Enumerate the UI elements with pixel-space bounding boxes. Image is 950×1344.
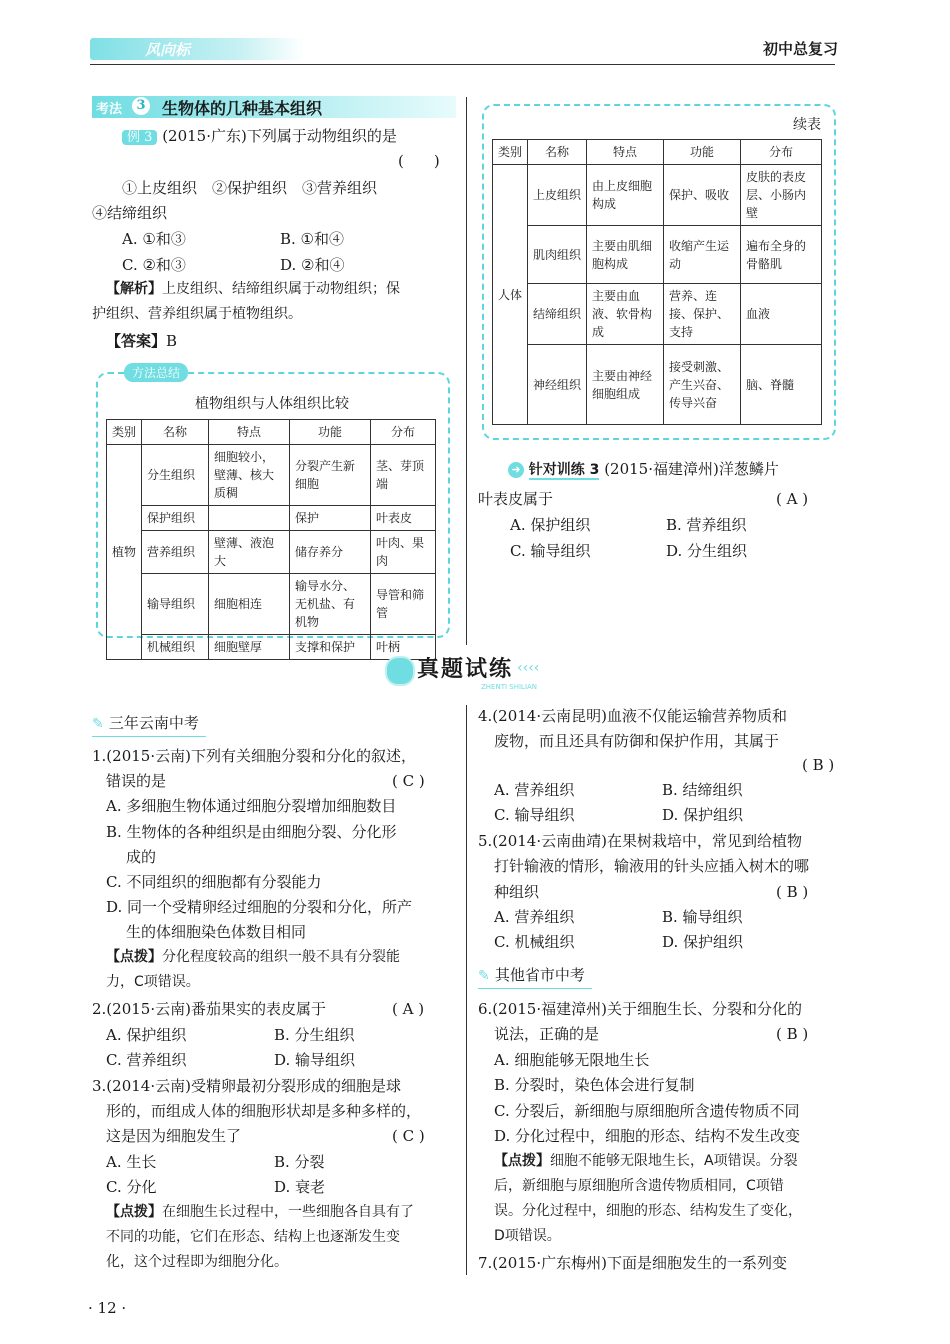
- table-cell: 茎、芽顶端: [371, 445, 436, 506]
- table-cell: 皮肤的表皮层、小肠内壁: [741, 165, 822, 226]
- table-cell: 主要由神经细胞组成: [587, 345, 664, 425]
- q5-option-c: C. 机械组织: [494, 933, 575, 951]
- jiexi: [106, 278, 456, 301]
- q4-line-b: 废物，而且还具有防御和保护作用，其属于: [494, 732, 780, 750]
- q6-tip-tag: 【点拨】: [494, 1153, 550, 1169]
- table-cell: 细胞壁厚: [209, 635, 290, 660]
- q4-option-b: B. 结缔组织: [662, 781, 743, 799]
- q2-option-a: A. 保护组织: [106, 1026, 187, 1044]
- table-row: [107, 445, 436, 506]
- q3-line-b: 形的，而组成人体的细胞形状却是多种多样的，: [106, 1102, 422, 1120]
- table-cell: 收缩产生运动: [664, 226, 741, 284]
- table-cell: 保护组织: [142, 506, 209, 531]
- q3-option-d: D. 衰老: [274, 1178, 326, 1196]
- q1-tip-text-1: 分化程度较高的组织一般不具有分裂能: [162, 949, 400, 965]
- q6-option-d: D. 分化过程中，细胞的形态、结构不发生改变: [494, 1127, 801, 1145]
- q3-line-a: 3.(2014·云南)受精卵最初分裂形成的细胞是球: [92, 1077, 401, 1095]
- table-cell: 营养、连接、保护、支持: [664, 284, 741, 345]
- table-cell: 营养组织: [142, 531, 209, 574]
- q3-tip-text-1: 在细胞生长过程中，一些细胞各自具有了: [162, 1204, 414, 1220]
- header-logo: 风向标: [145, 41, 191, 59]
- q4-answer: ( B ): [802, 756, 835, 774]
- table-cell: 叶表皮: [371, 506, 436, 531]
- q6-option-b: B. 分裂时，染色体会进行复制: [494, 1076, 695, 1094]
- answer: [106, 329, 177, 354]
- table-cell: 输导组织: [142, 574, 209, 635]
- table-row: [493, 226, 822, 284]
- q3-tip-text-3: 化，这个过程即为细胞分化。: [106, 1254, 288, 1270]
- table-cell: 由上皮细胞构成: [587, 165, 664, 226]
- q6-tip-text-3: 误。分化过程中，细胞的形态、结构发生了变化，: [494, 1203, 802, 1219]
- q2-stem: 2.(2015·云南)番茄果实的表皮属于: [92, 1000, 326, 1018]
- q5-line-a: 5.(2014·云南曲靖)在果树栽培中，常见到给植物: [478, 832, 802, 850]
- jiexi-tag: 【解析】: [106, 281, 162, 297]
- q5-answer: ( B ): [776, 883, 809, 901]
- table-cell: 上皮组织: [528, 165, 587, 226]
- table-row: [107, 531, 436, 574]
- training-text: (2015·福建漳州)洋葱鳞片: [604, 460, 779, 478]
- q4-option-a: A. 营养组织: [494, 781, 575, 799]
- q1-option-b-cont: 成的: [126, 848, 157, 866]
- table-header-cell: 功能: [664, 140, 741, 165]
- q7-stem: 7.(2015·广东梅州)下面是细胞发生的一系列变: [478, 1254, 787, 1272]
- q3-option-a: A. 生长: [106, 1153, 157, 1171]
- table-cell: 细胞较小，壁薄、核大质稠: [209, 445, 290, 506]
- q6-tip-text-2: 后，新细胞与原细胞所含遗传物质相同，C项错: [494, 1178, 784, 1194]
- q5-line-c: 种组织: [494, 883, 540, 901]
- section-pinyin: ZHENTI SHILIAN: [481, 683, 538, 691]
- training-answer: ( A ): [776, 490, 809, 508]
- q6-option-a: A. 细胞能够无限地生长: [494, 1051, 650, 1069]
- q6-line-b: 说法，正确的是: [494, 1025, 600, 1043]
- table-cell: 叶肉、果肉: [371, 531, 436, 574]
- q3-option-c: C. 分化: [106, 1178, 157, 1196]
- q5-option-d: D. 保护组织: [662, 933, 744, 951]
- jiexi-text-2: 护组织、营养组织属于植物组织。: [92, 306, 302, 322]
- kaofa-num: 3: [132, 97, 150, 115]
- training-option-b: B. 营养组织: [666, 516, 747, 534]
- training-arrow-icon: ➜: [508, 462, 524, 478]
- continued-label: 续表: [793, 117, 821, 133]
- table-cell: 血液: [741, 284, 822, 345]
- sub-heading-2-text: 其他省市中考: [494, 966, 585, 984]
- table-header-cell: 类别: [493, 140, 528, 165]
- table-cell: 支撑和保护: [290, 635, 371, 660]
- table-cell: 细胞相连: [209, 574, 290, 635]
- table-header-cell: 名称: [528, 140, 587, 165]
- example-tag: 例 3: [122, 130, 157, 145]
- table-cell: 叶柄: [371, 635, 436, 660]
- q1-answer: ( C ): [392, 772, 425, 790]
- q1-tip: [106, 946, 400, 969]
- table-header-cell: 名称: [142, 420, 209, 445]
- q6-tip: [494, 1150, 798, 1173]
- table-cell: 遍布全身的骨骼肌: [741, 226, 822, 284]
- table-header-cell: 功能: [290, 420, 371, 445]
- training-stem-2: 叶表皮属于: [478, 490, 554, 508]
- table-cell: [209, 506, 290, 531]
- q3-option-b: B. 分裂: [274, 1153, 325, 1171]
- section-banner: [385, 652, 565, 694]
- sub-heading-2: [478, 963, 592, 989]
- q2-option-b: B. 分生组织: [274, 1026, 355, 1044]
- table-cell: 结缔组织: [528, 284, 587, 345]
- q5-option-a: A. 营养组织: [494, 908, 575, 926]
- table-header-cell: 特点: [587, 140, 664, 165]
- q3-tip: [106, 1201, 414, 1224]
- plant-table: [106, 419, 436, 660]
- q1-tip-text-2: 力，C项错误。: [106, 974, 200, 990]
- answer-tag: 【答案】: [106, 332, 167, 350]
- table-cell: 保护、吸收: [664, 165, 741, 226]
- kaofa-tag: 考法: [96, 102, 123, 117]
- q4-option-d: D. 保护组织: [662, 806, 744, 824]
- q2-option-d: D. 输导组织: [274, 1051, 356, 1069]
- table-header-cell: 特点: [209, 420, 290, 445]
- table-header-cell: 类别: [107, 420, 142, 445]
- q1-option-a: A. 多细胞生物体通过细胞分裂增加细胞数目: [106, 797, 397, 815]
- header-subtitle: 初中总复习: [762, 40, 838, 58]
- table-cell: 主要由血液、软骨构成: [587, 284, 664, 345]
- header-logo-band: [90, 38, 305, 60]
- table-row: [107, 506, 436, 531]
- q3-tip-text-2: 不同的功能，它们在形态、结构上也逐渐发生变: [106, 1229, 400, 1245]
- table-header-row: [107, 420, 436, 445]
- q6-tip-text-1: 细胞不能够无限地生长，A项错误。分裂: [550, 1153, 798, 1169]
- column-divider: [466, 97, 467, 645]
- table-cell: 分裂产生新细胞: [290, 445, 371, 506]
- training-option-c: C. 输导组织: [510, 542, 591, 560]
- q2-answer: ( A ): [392, 1000, 425, 1018]
- sub-heading-1: [92, 711, 206, 737]
- header-rule: [90, 64, 835, 65]
- answer-value: B: [166, 332, 178, 350]
- table-group-cell: 人体: [493, 165, 528, 425]
- table-cell: 导管和筛管: [371, 574, 436, 635]
- training-option-d: D. 分生组织: [666, 542, 748, 560]
- q5-line-b: 打针输液的情形，输液用的针头应插入树木的哪: [494, 857, 810, 875]
- method-tag: 方法总结: [124, 363, 188, 382]
- table-row: [107, 574, 436, 635]
- human-table: [492, 139, 822, 425]
- q1-tip-tag: 【点拨】: [106, 949, 162, 965]
- q3-answer: ( C ): [392, 1127, 425, 1145]
- section-arrows: ‹‹‹‹: [517, 660, 540, 676]
- table-cell: 主要由肌细胞构成: [587, 226, 664, 284]
- training-tag: 针对训练 3: [528, 462, 600, 478]
- table-header-row: [493, 140, 822, 165]
- table-cell: 机械组织: [142, 635, 209, 660]
- option-c: C. ②和③: [122, 256, 186, 274]
- q6-line-a: 6.(2015·福建漳州)关于细胞生长、分裂和分化的: [478, 1000, 802, 1018]
- jiexi-text-1: 上皮组织、结缔组织属于动物组织；保: [162, 281, 400, 297]
- page-number: · 12 ·: [88, 1299, 127, 1317]
- table-row: [493, 165, 822, 226]
- table-row: [493, 345, 822, 425]
- plant-table-title: 植物组织与人体组织比较: [195, 396, 349, 412]
- training-stem: [508, 457, 838, 483]
- table-cell: 肌肉组织: [528, 226, 587, 284]
- example-line1: ①上皮组织 ②保护组织 ③营养组织: [122, 179, 378, 197]
- q1-option-d: D. 同一个受精卵经过细胞的分裂和分化，所产: [106, 898, 413, 916]
- q5-option-b: B. 输导组织: [662, 908, 743, 926]
- table-cell: 脑、脊髓: [741, 345, 822, 425]
- q6-answer: ( B ): [776, 1025, 809, 1043]
- table-cell: 接受刺激、产生兴奋、传导兴奋: [664, 345, 741, 425]
- training-option-a: A. 保护组织: [510, 516, 591, 534]
- option-b: B. ①和④: [280, 230, 345, 248]
- table-cell: 储存养分: [290, 531, 371, 574]
- option-d: D. ②和④: [280, 256, 345, 274]
- lower-column-divider: [466, 705, 467, 1275]
- banner-flower-icon: [385, 656, 415, 686]
- table-group-cell: 植物: [107, 445, 142, 660]
- q6-option-c: C. 分裂后，新细胞与原细胞所含遗传物质不同: [494, 1102, 800, 1120]
- table-header-cell: 分布: [371, 420, 436, 445]
- section-title: 真题试练: [417, 657, 514, 682]
- example-stem: [122, 124, 452, 150]
- q4-line-a: 4.(2014·云南昆明)血液不仅能运输营养物质和: [478, 707, 787, 725]
- q1-option-b: B. 生物体的各种组织是由细胞分裂、分化形: [106, 823, 397, 841]
- example-paren: ( ): [398, 152, 440, 170]
- table-cell: 神经组织: [528, 345, 587, 425]
- q1-line-b: 错误的是: [106, 772, 167, 790]
- q3-tip-tag: 【点拨】: [106, 1204, 162, 1220]
- table-cell: 输导水分、无机盐、有机物: [290, 574, 371, 635]
- sub-heading-1-text: 三年云南中考: [108, 714, 199, 732]
- table-header-cell: 分布: [741, 140, 822, 165]
- q2-option-c: C. 营养组织: [106, 1051, 187, 1069]
- sub-heading-pen-icon: ✎: [92, 716, 104, 732]
- q6-tip-text-4: D项错误。: [494, 1228, 561, 1244]
- table-row: [493, 284, 822, 345]
- table-cell: 分生组织: [142, 445, 209, 506]
- sub-heading-pen-icon: ✎: [478, 968, 490, 984]
- q1-option-d-cont: 生的体细胞染色体数目相同: [126, 923, 307, 941]
- example-line2: ④结缔组织: [92, 204, 168, 222]
- example-text: (2015·广东)下列属于动物组织的是: [162, 127, 397, 145]
- q1-line-a: 1.(2015·云南)下列有关细胞分裂和分化的叙述，: [92, 747, 416, 765]
- kaofa-heading: [92, 96, 456, 118]
- table-cell: 保护: [290, 506, 371, 531]
- kaofa-title: 生物体的几种基本组织: [162, 99, 323, 118]
- table-cell: 壁薄、液泡大: [209, 531, 290, 574]
- q3-line-c: 这是因为细胞发生了: [106, 1127, 242, 1145]
- option-a: A. ①和③: [122, 230, 186, 248]
- q1-option-c: C. 不同组织的细胞都有分裂能力: [106, 873, 322, 891]
- q4-option-c: C. 输导组织: [494, 806, 575, 824]
